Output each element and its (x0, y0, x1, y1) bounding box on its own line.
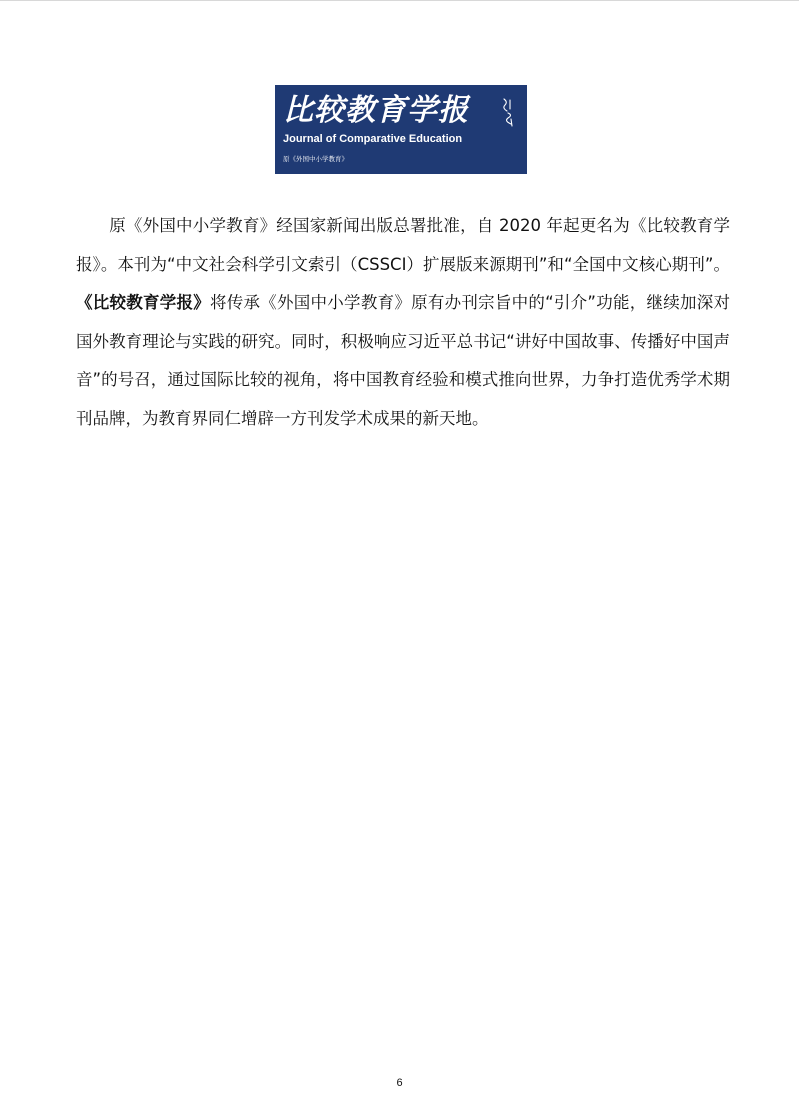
logo-title-en: Journal of Comparative Education (283, 133, 463, 145)
journal-intro-paragraph (76, 207, 730, 438)
logo-former-name: 原《外国中小学教育》 (283, 155, 348, 163)
journal-logo (275, 85, 527, 174)
logo-title-cn: 比较教育学报 (283, 93, 469, 128)
page-number: 6 (396, 1077, 403, 1089)
paragraph-journal-name-bold: 《比较教育学报》 (76, 293, 211, 312)
seal-icon (501, 97, 515, 129)
page-top-border (0, 0, 799, 1)
paragraph-segment-1: 原《外国中小学教育》经国家新闻出版总署批准，自 2020 年起更名为《比较教育学报》。本刊为“中文社会科学引文索引（CSSCI）扩展版来源期刊”和“全国中文核心期刊”。 (76, 216, 730, 274)
paragraph-segment-3: 将传承《外国中小学教育》原有办刊宗旨中的“引介”功能，继续加深对国外教育理论与实践的研究。同时，积极响应习近平总书记“讲好中国故事、传播好中国声音”的号召，通过国际比较的视角，将中国教育经验和模式推向世界，力争打造优秀学术期刊品牌，为教育界同仁增辟一方刊发学术成果的新天地。 (76, 293, 730, 428)
